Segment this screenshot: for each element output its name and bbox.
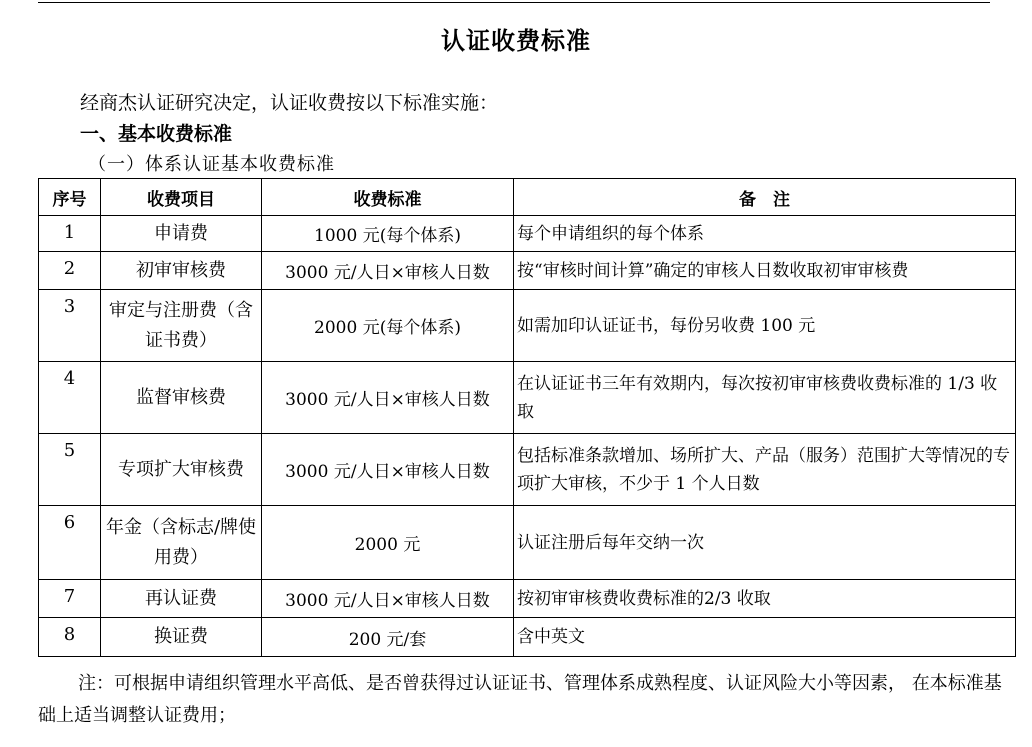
table-row bbox=[39, 290, 1016, 362]
row-no: 1 bbox=[39, 216, 101, 252]
section-heading: 一、基本收费标准 bbox=[80, 123, 233, 145]
row-note: 如需加印认证证书，每份另收费 100 元 bbox=[514, 290, 1016, 362]
sub-heading: （一）体系认证基本收费标准 bbox=[88, 154, 335, 175]
table-row bbox=[39, 580, 1016, 618]
row-note: 按初审审核费收费标准的2/3 收取 bbox=[514, 580, 1016, 618]
row-no: 3 bbox=[39, 290, 101, 362]
row-item: 再认证费 bbox=[101, 580, 262, 618]
row-note: 在认证证书三年有效期内，每次按初审审核费收费标准的 1/3 收取 bbox=[514, 362, 1016, 434]
row-note: 按“审核时间计算”确定的审核人日数收取初审审核费 bbox=[514, 252, 1016, 290]
table-row bbox=[39, 362, 1016, 434]
row-note: 含中英文 bbox=[514, 618, 1016, 657]
header-note: 备 注 bbox=[514, 179, 1016, 216]
table-row bbox=[39, 434, 1016, 506]
footnote: 注：可根据申请组织管理水平高低、是否曾获得过认证证书、管理体系成熟程度、认证风险大小等因素， 在本标准基础上适当调整认证费用； bbox=[38, 673, 1002, 726]
row-item: 初审审核费 bbox=[101, 252, 262, 290]
fee-table bbox=[38, 178, 1016, 657]
row-item: 年金（含标志/牌使 用费） bbox=[101, 506, 262, 580]
intro-paragraph: 经商杰认证研究决定，认证收费按以下标准实施： bbox=[80, 92, 499, 114]
row-standard: 3000 元/人日×审核人日数 bbox=[262, 580, 514, 618]
row-standard: 3000 元/人日×审核人日数 bbox=[262, 362, 514, 434]
row-no: 4 bbox=[39, 362, 101, 434]
row-item: 审定与注册费（含证书费） bbox=[101, 290, 262, 362]
top-rule bbox=[38, 2, 990, 3]
table-row bbox=[39, 618, 1016, 657]
row-standard: 3000 元/人日×审核人日数 bbox=[262, 434, 514, 506]
row-note: 包括标准条款增加、场所扩大、产品（服务）范围扩大等情况的专项扩大审核，不少于 1 个人日数 bbox=[514, 434, 1016, 506]
page-title: 认证收费标准 bbox=[441, 27, 591, 55]
header-no: 序号 bbox=[39, 179, 101, 216]
row-no: 6 bbox=[39, 506, 101, 580]
row-no: 7 bbox=[39, 580, 101, 618]
row-standard: 3000 元/人日×审核人日数 bbox=[262, 252, 514, 290]
table-row bbox=[39, 252, 1016, 290]
table-header-row bbox=[39, 179, 1016, 216]
row-item: 监督审核费 bbox=[101, 362, 262, 434]
row-no: 5 bbox=[39, 434, 101, 506]
row-standard: 2000 元 bbox=[262, 506, 514, 580]
row-standard: 200 元/套 bbox=[262, 618, 514, 657]
row-item: 申请费 bbox=[101, 216, 262, 252]
row-no: 2 bbox=[39, 252, 101, 290]
row-note: 认证注册后每年交纳一次 bbox=[514, 506, 1016, 580]
row-standard: 1000 元(每个体系) bbox=[262, 216, 514, 252]
row-item: 专项扩大审核费 bbox=[101, 434, 262, 506]
row-no: 8 bbox=[39, 618, 101, 657]
row-note: 每个申请组织的每个体系 bbox=[514, 216, 1016, 252]
table-row bbox=[39, 216, 1016, 252]
row-item: 换证费 bbox=[101, 618, 262, 657]
header-item: 收费项目 bbox=[101, 179, 262, 216]
table-row bbox=[39, 506, 1016, 580]
header-standard: 收费标准 bbox=[262, 179, 514, 216]
row-standard: 2000 元(每个体系) bbox=[262, 290, 514, 362]
